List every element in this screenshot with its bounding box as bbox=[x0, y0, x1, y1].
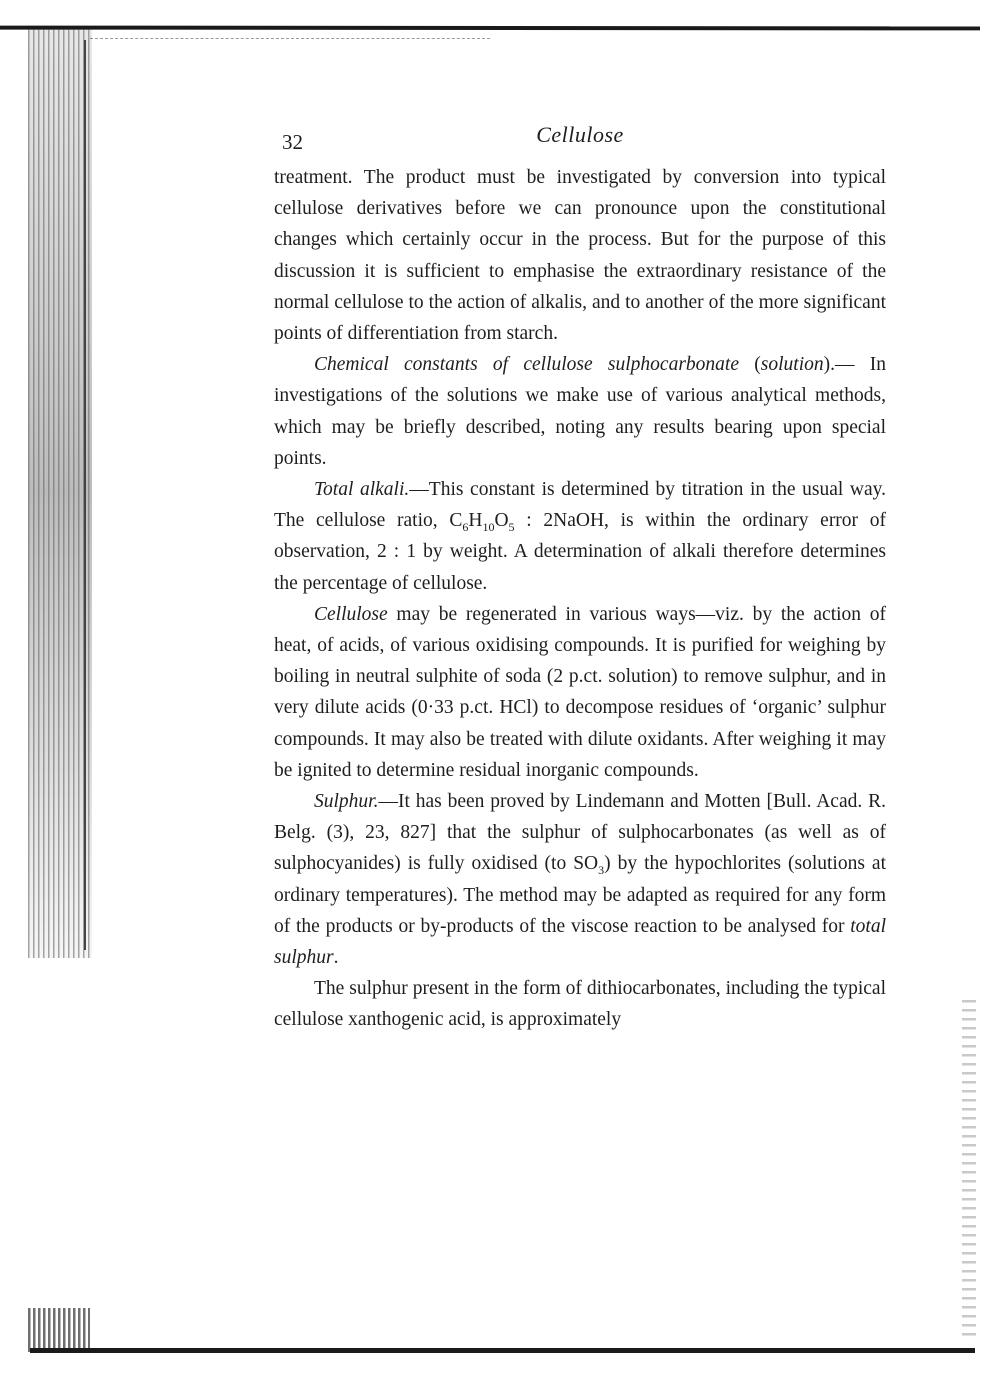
paragraph-text: In investigations of the solutions we make use of various analytical methods, which may be briefly described, noting any results bearing upon special points. bbox=[274, 354, 887, 469]
paragraph-text: : 2NaOH, is within the ordinary error of observation, 2 : 1 by weight. A determination of alkali therefore determines the percentage of cellulose. bbox=[274, 510, 886, 594]
scan-left-edge-shadow bbox=[28, 28, 92, 958]
paragraph-text: The sulphur present in the form of dithiocarbonates, including the typical cellulose xanthogenic acid, is approximately bbox=[274, 978, 886, 1031]
page-header bbox=[274, 118, 886, 162]
formula-subscript: 10 bbox=[482, 520, 495, 535]
paragraph-text: This constant is determined by titration in the usual way. The cellulose ratio, C bbox=[274, 479, 886, 532]
paragraph-chemical-constants: Chemical constants of cellulose sulphocarbonate (solution).— In investigations of the solutions we make use of various analytical methods, which may be briefly described, noting any results bearing upon special points. bbox=[274, 354, 887, 469]
section-heading-paren: solution bbox=[760, 354, 824, 376]
scan-left-binding-line bbox=[84, 40, 86, 950]
paragraph-treatment bbox=[274, 162, 886, 349]
formula-element: O bbox=[494, 510, 509, 532]
paragraph-text: may be regenerated in various ways—viz. by the action of heat, of acids, of various oxidising compounds. It is purified for weighing by boiling in neutral sulphite of soda (2 p.ct. solution) to remove sulphur, and in very dilute acids (0·33 p.ct. HCl) to decompose residues of ‘organic’ sulphur compounds. It may also be treated with dilute oxidants. After weighing it may be ignited to determine residual inorganic compounds. bbox=[274, 603, 887, 781]
paragraph-text: ) by the hypochlorites (solutions at ordinary temperatures). The method may be adapted as required for any form of the products or by-products of the viscose reaction to be analysed for bbox=[274, 853, 886, 937]
scan-bottom-left-blot bbox=[28, 1308, 90, 1352]
paragraph-cellulose bbox=[274, 599, 886, 786]
scan-top-dash bbox=[90, 38, 490, 40]
formula-subscript: 5 bbox=[508, 520, 515, 535]
scan-bottom-rule bbox=[30, 1348, 975, 1353]
paragraph-dithiocarbonates bbox=[274, 973, 886, 1035]
section-heading: Chemical constants of cellulose sulphocarbonate bbox=[314, 354, 740, 376]
emphasis-total-sulphur: total sulphur bbox=[274, 915, 886, 969]
scan-top-rule bbox=[0, 26, 980, 31]
formula-subscript: 3 bbox=[598, 863, 605, 878]
paragraph-total-alkali: Total alkali.—This constant is determined by titration in the usual way. The cellulose ratio, $C_6H_{10}O_5$ : 2NaOH, is within the ordinary error of observation, 2 : 1 by weight. A determination of alkali therefore determines the percentage of cellulose. bbox=[274, 479, 886, 594]
paragraph-sulphur: Sulphur.—It has been proved by Lindemann and Motten [Bull. Acad. R. Belg. (3), 23, 827] that the sulphur of sulphocarbonates (as well as of sulphocyanides) is fully oxidised (to $SO_3$) by the hypochlorites (solutions at ordinary temperatures). The method may be adapted as required for any form of the products or by-products of the viscose reaction to be analysed for total sulphur. bbox=[274, 791, 886, 969]
section-heading: Cellulose bbox=[314, 603, 388, 625]
running-head: Cellulose bbox=[536, 122, 624, 147]
paragraph-text: . bbox=[333, 947, 339, 969]
page-number: 32 bbox=[282, 130, 303, 154]
paragraph-text: It has been proved by Lindemann and Motten [Bull. Acad. R. Belg. (3), 23, 827] that the sulphur of sulphocarbonates (as well as of sulphocyanides) is fully oxidised (to SO bbox=[274, 791, 886, 875]
section-heading: Sulphur. bbox=[314, 791, 379, 813]
formula-subscript: 6 bbox=[462, 520, 469, 535]
paragraph-text: treatment. The product must be investigated by conversion into typical cellulose derivatives before we can pronounce upon the constitutional changes which certainly occur in the process. But for the purpose of this discussion it is sufficient to emphasise the extraordinary resistance of the normal cellulose to the action of alkalis, and to another of the more significant points of differentiation from starch. bbox=[274, 167, 886, 345]
scan-right-edge-marks bbox=[962, 1000, 976, 1340]
formula-element: H bbox=[468, 510, 483, 532]
book-page bbox=[274, 118, 886, 1036]
section-heading: Total alkali. bbox=[314, 479, 410, 501]
